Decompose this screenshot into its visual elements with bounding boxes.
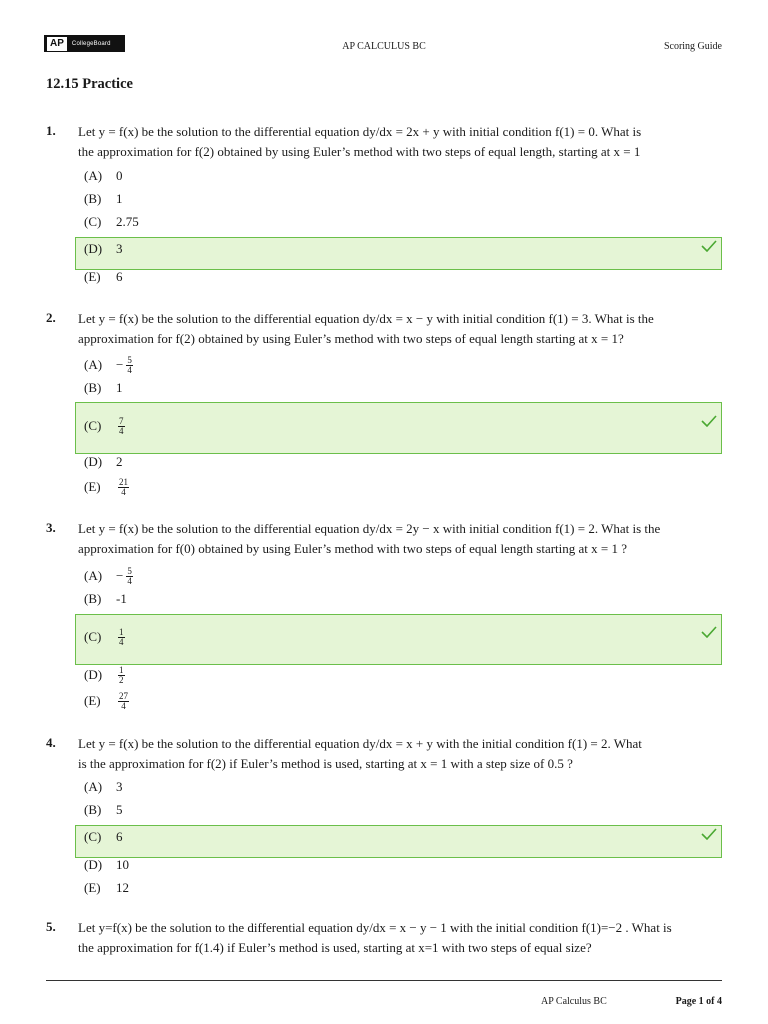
question-5-number: 5.: [46, 919, 56, 934]
question-2-option-e[interactable]: [84, 477, 131, 497]
check-icon: [701, 828, 717, 840]
question-1-number: 1.: [46, 123, 56, 138]
option-label: (C): [84, 418, 102, 433]
question-2-option-a[interactable]: [84, 355, 135, 375]
question-5-line-1: Let y=f(x) be the solution to the differential equation dy/dx = x − y − 1 with the initial condition f(1)=−2 . What is: [78, 920, 672, 935]
denominator: 4: [121, 486, 126, 497]
question-3-option-c[interactable]: [84, 627, 127, 647]
fraction: [126, 567, 133, 586]
option-value: 0: [116, 168, 123, 183]
question-1-line-1: Let y = f(x) be the solution to the differential equation dy/dx = 2x + y with initial condition f(1) = 0. What is: [78, 124, 642, 139]
question-2-line-2: approximation for f(2) obtained by using Euler’s method with two steps of equal length starting at x = 1?: [78, 331, 624, 346]
question-2-text: [78, 309, 726, 349]
option-label: (C): [84, 829, 102, 844]
denominator: 2: [119, 674, 124, 685]
question-1-line-2: the approximation for f(2) obtained by using Euler’s method with two steps of equal length, starting at x = 1: [78, 144, 641, 159]
numerator: 5: [127, 565, 132, 576]
option-label: (A): [84, 357, 103, 372]
option-label: (B): [84, 802, 102, 817]
numerator: 7: [119, 415, 124, 426]
denominator: 4: [127, 575, 132, 586]
question-3-correct-highlight: [75, 614, 722, 665]
question-4-option-c[interactable]: [84, 827, 123, 847]
numerator: 1: [119, 664, 124, 675]
option-label: (D): [84, 241, 103, 256]
fraction: [126, 356, 133, 375]
option-value: -1: [116, 591, 127, 606]
option-label: (B): [84, 380, 102, 395]
footer-divider: [46, 980, 722, 981]
question-4-option-a[interactable]: [84, 777, 123, 797]
option-label: (D): [84, 857, 103, 872]
page-number: Page 1 of 4: [675, 996, 722, 1007]
option-value: 6: [116, 829, 123, 844]
question-4-option-d[interactable]: [84, 855, 129, 875]
fraction: [118, 628, 125, 647]
question-4-correct-highlight: [75, 825, 722, 858]
question-2-option-b[interactable]: [84, 378, 123, 398]
question-1-text: [78, 122, 726, 162]
question-4-text: [78, 734, 726, 774]
question-2-option-c[interactable]: [84, 416, 127, 436]
fraction: [118, 666, 125, 685]
question-4-option-e[interactable]: [84, 878, 129, 898]
question-3-option-e[interactable]: [84, 691, 131, 711]
question-1-option-e[interactable]: [84, 267, 123, 287]
option-label: (E): [84, 269, 101, 284]
question-1-correct-highlight: [75, 237, 722, 270]
option-value: 2.75: [116, 214, 139, 229]
option-value: 5: [116, 802, 123, 817]
question-5-text: [78, 918, 726, 958]
check-icon: [701, 626, 717, 638]
logo-brand: CollegeBoard: [71, 40, 111, 47]
question-1-option-b[interactable]: [84, 189, 123, 209]
option-label: (E): [84, 693, 101, 708]
check-icon: [701, 240, 717, 252]
question-3-option-b[interactable]: [84, 589, 127, 609]
option-value: 2: [116, 454, 123, 469]
option-label: (A): [84, 168, 103, 183]
negative-sign: −: [116, 357, 124, 372]
denominator: 4: [119, 636, 124, 647]
question-4-option-b[interactable]: [84, 800, 123, 820]
option-label: (E): [84, 479, 101, 494]
option-value: 3: [116, 241, 123, 256]
option-value: 1: [116, 191, 123, 206]
numerator: 5: [127, 354, 132, 365]
question-4-number: 4.: [46, 735, 56, 750]
question-1-option-c[interactable]: [84, 212, 139, 232]
question-5-line-2: the approximation for f(1.4) if Euler’s method is used, starting at x=1 with two steps of equal size?: [78, 940, 592, 955]
question-2-correct-highlight: [75, 402, 722, 454]
question-3-line-1: Let y = f(x) be the solution to the differential equation dy/dx = 2y − x with initial condition f(1) = 2. What is the: [78, 521, 661, 536]
question-4-line-2: is the approximation for f(2) if Euler’s method is used, starting at x = 1 with a step size of 0.5 ?: [78, 756, 573, 771]
numerator: 1: [119, 626, 124, 637]
question-1-option-d[interactable]: [84, 239, 123, 259]
option-value: 6: [116, 269, 123, 284]
option-value: 12: [116, 880, 129, 895]
option-value: 10: [116, 857, 129, 872]
denominator: 4: [119, 425, 124, 436]
denominator: 4: [127, 364, 132, 375]
page-title: 12.15 Practice: [46, 76, 133, 92]
negative-sign: −: [116, 568, 124, 583]
option-label: (B): [84, 191, 102, 206]
option-value: 1: [116, 380, 123, 395]
option-label: (A): [84, 779, 103, 794]
question-1-option-a[interactable]: [84, 166, 123, 186]
logo-ap: AP: [46, 36, 68, 52]
question-2-line-1: Let y = f(x) be the solution to the differential equation dy/dx = x − y with initial condition f(1) = 3. What is the: [78, 311, 654, 326]
question-3-option-a[interactable]: [84, 566, 135, 586]
option-label: (C): [84, 214, 102, 229]
numerator: 27: [119, 690, 128, 701]
option-label: (D): [84, 667, 103, 682]
fraction: [118, 478, 129, 497]
question-2-option-d[interactable]: [84, 452, 123, 472]
option-label: (B): [84, 591, 102, 606]
question-3-option-d[interactable]: [84, 665, 127, 685]
question-3-number: 3.: [46, 520, 56, 535]
option-label: (A): [84, 568, 103, 583]
option-label: (D): [84, 454, 103, 469]
question-4-line-1: Let y = f(x) be the solution to the differential equation dy/dx = x + y with the initial condition f(1) = 2. What: [78, 736, 642, 751]
option-value: 3: [116, 779, 123, 794]
question-2-number: 2.: [46, 310, 56, 325]
fraction: [118, 692, 129, 711]
question-3-text: [78, 519, 726, 559]
option-label: (C): [84, 629, 102, 644]
denominator: 4: [121, 700, 126, 711]
footer-course: AP Calculus BC: [541, 996, 607, 1007]
header-doc-type: Scoring Guide: [663, 41, 722, 52]
header-course: AP CALCULUS BC: [342, 41, 426, 52]
check-icon: [701, 415, 717, 427]
fraction: [118, 417, 125, 436]
numerator: 21: [119, 476, 128, 487]
option-label: (E): [84, 880, 101, 895]
question-3-line-2: approximation for f(0) obtained by using Euler’s method with two steps of equal length starting at x = 1 ?: [78, 541, 628, 556]
